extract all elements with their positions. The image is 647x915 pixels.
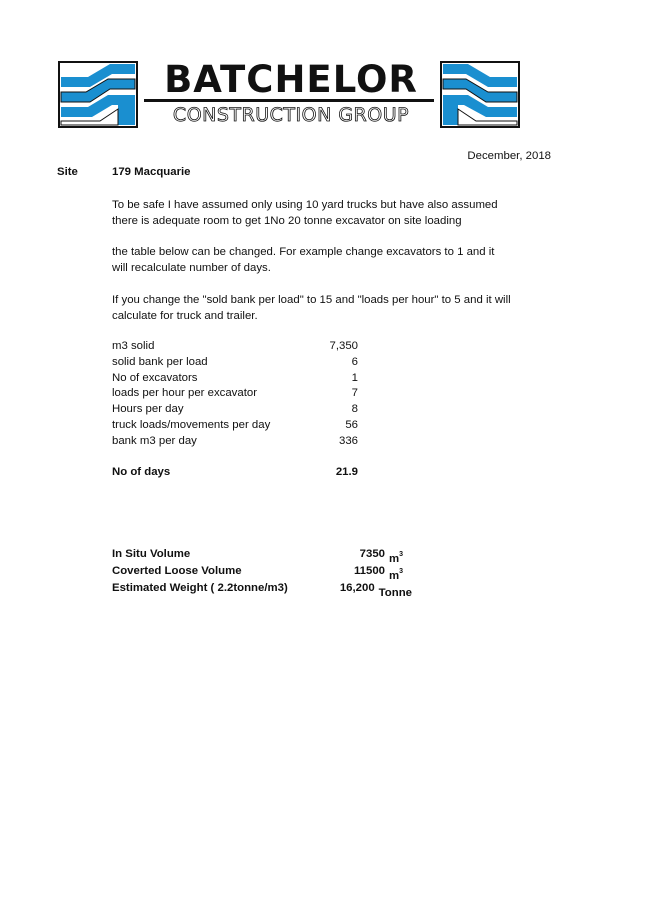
calc-row (112, 339, 362, 355)
volume-row (112, 563, 412, 580)
calc-value: 7 (351, 387, 358, 400)
logo-emblem-right (441, 62, 519, 127)
total-days-label: No of days (112, 466, 171, 478)
site-value: 179 Macquarie (112, 166, 191, 178)
calc-row (112, 371, 362, 387)
calc-label: bank m3 per day (112, 434, 197, 447)
volume-row (112, 580, 412, 597)
calc-value: 8 (351, 403, 358, 416)
total-days-row (112, 466, 362, 478)
company-logo (58, 58, 520, 128)
calc-label: loads per hour per excavator (112, 387, 257, 400)
calc-row (112, 418, 362, 434)
volume-unit: Tonne (378, 587, 412, 599)
calc-label: No of excavators (112, 371, 198, 384)
calc-value: 1 (351, 371, 358, 384)
volume-value: 7350 (359, 548, 385, 560)
calc-label: solid bank per load (112, 355, 208, 368)
volume-value: 11500 (353, 565, 385, 577)
site-label: Site (57, 166, 78, 178)
calc-value: 7,350 (329, 340, 358, 352)
calc-label: truck loads/movements per day (112, 418, 271, 431)
calc-row (112, 402, 362, 418)
calc-label: Hours per day (112, 403, 184, 416)
paragraph-assumptions: To be safe I have assumed only using 10 yard trucks but have also assumed there is adequate room to get 1No 20 tonne excavator on site loading (112, 199, 498, 227)
paragraph-table-note: the table below can be changed. For example change excavators to 1 and it will recalculate number of days. (112, 246, 495, 274)
volume-label: In Situ Volume (112, 548, 191, 560)
volume-unit: $m^3$ (389, 551, 404, 565)
volume-row (112, 546, 412, 563)
calc-label: m3 solid (112, 340, 155, 352)
calc-value: 56 (345, 418, 358, 431)
calc-row (112, 355, 362, 371)
volume-label: Coverted Loose Volume (112, 565, 242, 577)
volume-value: 16,200 (339, 582, 375, 594)
calc-value: 336 (338, 434, 358, 447)
volume-table (112, 546, 412, 597)
logo-emblem-left (59, 62, 137, 127)
paragraph-truck-trailer: If you change the "sold bank per load" to 15 and "loads per hour" to 5 and it will calculate for truck and trailer. (112, 294, 511, 322)
calculation-table (112, 339, 362, 450)
calc-value: 6 (351, 355, 358, 368)
calc-row (112, 386, 362, 402)
volume-unit: $m^3$ (389, 568, 404, 582)
document-date: December, 2018 (467, 150, 551, 162)
calc-row (112, 434, 362, 450)
volume-label: Estimated Weight ( 2.2tonne/m3) (112, 582, 288, 594)
logo-company-name: BATCHELOR (164, 58, 418, 101)
total-days-value: 21.9 (335, 466, 358, 478)
logo-subtitle: CONSTRUCTION GROUP (172, 104, 410, 126)
